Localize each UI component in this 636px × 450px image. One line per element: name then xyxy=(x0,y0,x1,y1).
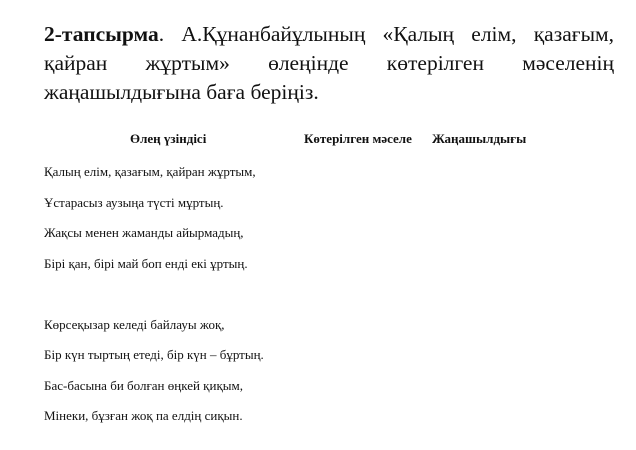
task-sep: . xyxy=(158,22,182,46)
column-header-raised-issue: Көтерілген мәселе xyxy=(304,131,412,146)
poem-line: Бірі қан, бірі май боп енді екі ұртың. xyxy=(44,256,248,271)
poem-line: Жақсы менен жаманды айырмадың, xyxy=(44,225,244,240)
column-header-poem-excerpt: Өлең үзіндісі xyxy=(130,131,207,146)
task-text: А.Құнанбайұлының «Қалың елім, қазағым, қайран жұртым» өлеңінде көтерілген мәселенің жаңашылдығына баға беріңіз. xyxy=(44,22,614,104)
column-header-novelty: Жаңашылдығы xyxy=(432,131,527,146)
poem-line: Бір күн тыртың етеді, бір күн – бұртың. xyxy=(44,347,264,362)
poem-line: Бас-басына би болған өңкей қиқым, xyxy=(44,378,243,393)
task-paragraph xyxy=(44,20,614,107)
poem-line: Ұстарасыз аузыңа түсті мұртың. xyxy=(44,195,224,210)
task-number: 2-тапсырма xyxy=(44,22,159,46)
poem-line: Көрсеқызар келеді байлауы жоқ, xyxy=(44,317,225,332)
poem-line: Қалың елім, қазағым, қайран жұртым, xyxy=(44,164,256,179)
poem-line: Мінеки, бұзған жоқ па елдің сиқын. xyxy=(44,408,243,423)
